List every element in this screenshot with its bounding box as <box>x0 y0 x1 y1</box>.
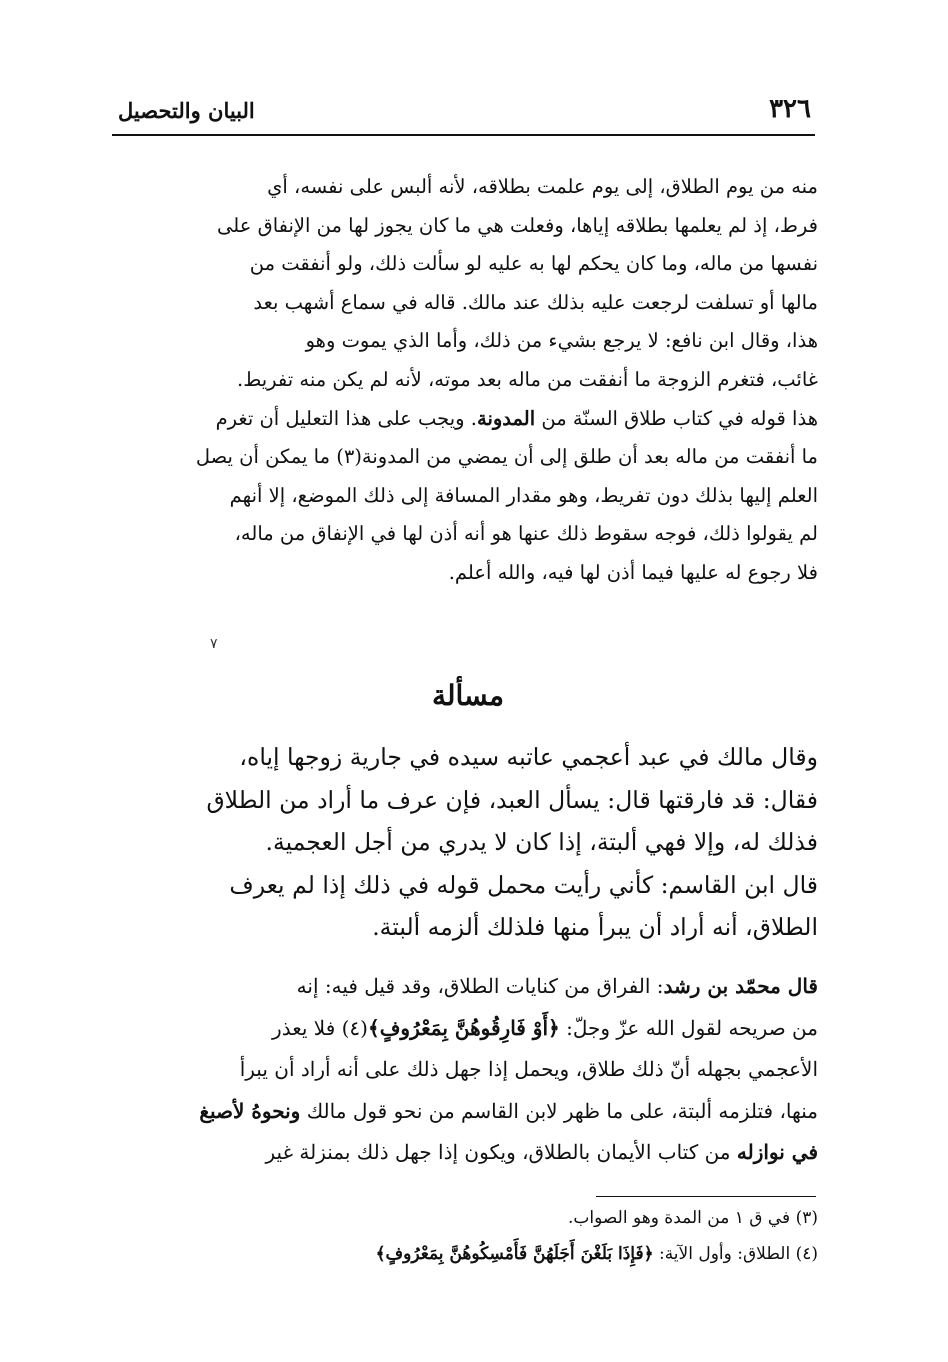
text-line: مالها أو تسلفت لرجعت عليه بذلك عند مالك. قاله في سماع أشهب بعد <box>253 290 818 314</box>
text-line: نفسها من ماله، وما كان يحكم لها به عليه لو سألت ذلك، ولو أنفقت من <box>249 252 818 276</box>
quran-verse: ﴿فَإِذَا بَلَغْنَ أَجَلَهُنَّ فَأَمْسِكُوهُنَّ بِمَعْرُوفٍ﴾ <box>375 1244 654 1264</box>
text-line: فقال: قد فارقتها قال: يسأل العبد، فإن عرف ما أراد من الطلاق <box>206 785 818 814</box>
footnote-rule <box>596 1196 816 1197</box>
text-line: ما أنفقت من ماله بعد أن طلق إلى أن يمضي من المدونة(٣) ما يمكن أن يصل <box>195 445 818 469</box>
paragraph-1 <box>118 168 818 593</box>
text-line: فذلك له، وإلا فهي ألبتة، إذا كان لا يدري من أجل العجمية. <box>265 828 818 857</box>
footnotes <box>118 1200 818 1272</box>
footnote-3: (٣) في ق ١ من المدة وهو الصواب. <box>567 1208 818 1228</box>
text-run: من صريحه لقول الله عزّ وجلّ: <box>559 1015 818 1040</box>
text-line <box>118 1091 818 1133</box>
text-run: (٤) فلا يعذر <box>272 1015 368 1040</box>
text-line: هذا، وقال ابن نافع: لا يرجع بشيء من ذلك، وأما الذي يموت وهو <box>305 329 818 353</box>
text-run: : الفراق من كنايات الطلاق، وقد قيل فيه: إنه <box>296 974 664 998</box>
text-line: منه من يوم الطلاق، إلى يوم علمت بطلاقه، لأنه ألبس على نفسه، أي <box>267 175 818 198</box>
text-line: الأعجمي بجهله أنّ ذلك طلاق، ويحمل إذا جهل ذلك على أنه أراد أن يبرأ <box>239 1057 818 1082</box>
header-rule <box>112 134 815 136</box>
text-line: غائب، فتغرم الزوجة ما أنفقت من ماله بعد موته، لأنه لم يكن منه تفريط. <box>237 367 818 391</box>
text-line <box>118 966 818 1008</box>
text-run: من كتاب الأيمان بالطلاق، ويكون إذا جهل ذلك بمنزلة غير <box>265 1140 737 1165</box>
bold-phrase: في نوازله <box>736 1140 818 1165</box>
bold-phrase: ونحوهُ لأصبغ <box>199 1098 301 1123</box>
text-line: فلا رجوع له عليها فيما أذن لها فيه، والله أعلم. <box>448 560 818 584</box>
book-title-mudawwana: المدونة <box>477 406 536 430</box>
author-name: قال محمّد بن رشد <box>663 974 818 998</box>
text-line: الطلاق، أنه أراد أن يبرأ منها فلذلك ألزمه ألبتة. <box>372 913 818 942</box>
text-line <box>118 1008 818 1050</box>
text-line <box>118 1132 818 1174</box>
page-number: ٣٢٦ <box>769 94 811 124</box>
text-line <box>118 400 818 439</box>
text-run: منها، فتلزمه ألبتة، على ما ظهر لابن القاسم من نحو قول مالك <box>300 1098 818 1123</box>
text-line: قال ابن القاسم: كأني رأيت محمل قوله في ذلك إذا لم يعرف <box>229 870 818 899</box>
footnote-4 <box>118 1236 818 1272</box>
section-title: مسألة <box>431 679 505 712</box>
text-line: وقال مالك في عبد أعجمي عاتبه سيده في جارية زوجها إياه، <box>239 743 818 771</box>
text-run: هذا قوله في كتاب طلاق السنّة من <box>535 406 818 430</box>
text-line: لم يقولوا ذلك، فوجه سقوط ذلك عنها هو أنه أذن لها في الإنفاق من ماله، <box>234 522 818 546</box>
quran-verse: ﴿أَوْ فَارِقُوهُنَّ بِمَعْرُوفٍ﴾ <box>367 1015 560 1040</box>
text-line: فرط، إذ لم يعلمها بطلاقه إياها، وفعلت هي ما كان يجوز لها من الإنفاق على <box>217 213 818 237</box>
running-title: البيان والتحصيل <box>118 98 255 123</box>
stray-mark: ٧ <box>210 636 218 652</box>
paragraph-3 <box>118 966 818 1174</box>
text-line: العلم إليها بذلك دون تفريط، وهو مقدار المسافة إلى ذلك الموضع، إلا أنهم <box>229 483 818 507</box>
text-run: . ويجب على هذا التعليل أن تغرم <box>215 406 477 430</box>
paragraph-2 <box>118 736 818 949</box>
page-header <box>112 92 815 132</box>
text-run: (٤) الطلاق: وأول الآية: <box>653 1244 818 1264</box>
